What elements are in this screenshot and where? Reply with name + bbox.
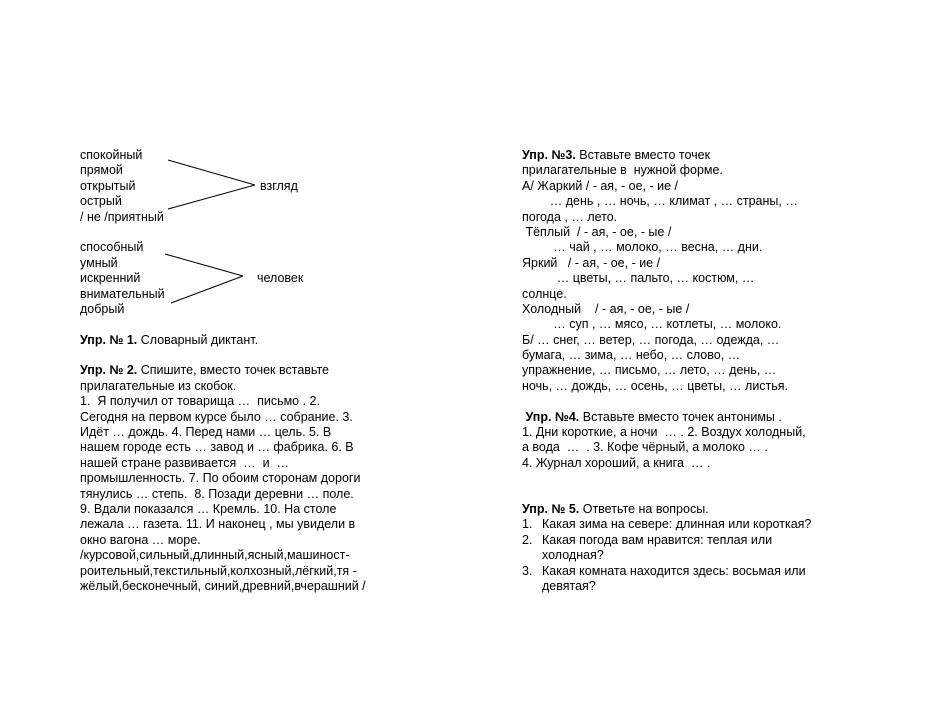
word-item: способный	[80, 240, 144, 255]
exercise-2-intro: Спишите, вместо точек вставьте	[137, 363, 329, 378]
text-line: Б/ … снег, … ветер, … погода, … одежда, …	[522, 332, 780, 347]
exercise-4	[522, 410, 862, 472]
exercise-5-intro: Ответьте на вопросы.	[579, 502, 709, 516]
text-line: жёлый,бесконечный, синий,древний,вчерашний /	[80, 578, 366, 593]
exercise-5	[522, 502, 862, 594]
word-item: умный	[80, 255, 118, 270]
text-line: а вода … . 3. Кофе чёрный, а молоко … .	[522, 440, 768, 455]
word-item: добрый	[80, 301, 125, 316]
text-line: Яркий / - ая, - ое, - ие /	[522, 255, 661, 270]
word-group-2	[80, 240, 410, 317]
text-line: солнце.	[522, 286, 567, 301]
exercise-3-intro: Вставьте вместо точек	[575, 148, 711, 162]
text-line: упражнение, … письмо, … лето, … день, …	[522, 363, 777, 378]
text-line: … цветы, … пальто, … костюм, …	[522, 271, 755, 286]
text-line: 1. Дни короткие, а ночи … . 2. Воздух холодный,	[522, 425, 806, 440]
text-line: … суп , … мясо, … котлеты, … молоко.	[522, 317, 782, 332]
left-column	[80, 148, 410, 594]
word-item: / не /приятный	[80, 209, 164, 224]
text-line: лежала … газета. 11. И наконец , мы увидели в	[80, 517, 356, 532]
text-line: 9. Вдали показался … Кремль. 10. На столе	[80, 501, 337, 516]
text-line: окно вагона … море.	[80, 532, 201, 547]
word-item: внимательный	[80, 286, 165, 301]
text-line: А/ Жаркий / - ая, - ое, - ие /	[522, 178, 679, 193]
word-item: спокойный	[80, 148, 143, 162]
exercise-2	[80, 363, 410, 594]
text-line: Сегодня на первом курсе было … собрание. 3.	[80, 409, 353, 424]
question-item-3-cont: девятая?	[542, 578, 596, 593]
text-line: тянулись … степь. 8. Позади деревни … поле.	[80, 486, 354, 501]
text-line: ночь, … дождь, … осень, … цветы, … листья.	[522, 378, 789, 393]
right-column	[522, 148, 862, 594]
question-item-3: 3. Какая комната находится здесь: восьмая или	[522, 563, 806, 578]
text-line: … чай , … молоко, … весна, … дни.	[522, 240, 763, 255]
text-line: прилагательные из скобок.	[80, 378, 237, 393]
target-word-chelovek: человек	[257, 271, 304, 285]
text-line: 4. Журнал хороший, а книга … .	[522, 455, 711, 470]
text-line: Идёт … дождь. 4. Перед нами … цель. 5. В	[80, 425, 332, 440]
word-item: острый	[80, 194, 122, 209]
question-item-1: 1. Какая зима на севере: длинная или короткая?	[522, 517, 812, 532]
text-line: прилагательные в нужной форме.	[522, 163, 723, 178]
exercise-4-label: Упр. №4.	[525, 409, 580, 424]
text-line: 1. Я получил от товарища … письмо . 2.	[80, 394, 320, 409]
text-line: нашем городе есть … завод и … фабрика. 6. В	[80, 440, 354, 455]
word-item: искренний	[80, 271, 141, 286]
text-line: промышленность. 7. По обоим сторонам дороги	[80, 471, 361, 486]
exercise-5-label: Упр. № 5.	[522, 502, 580, 516]
exercise-3	[522, 148, 862, 394]
text-line: Тёплый / - ая, - ое, - ые /	[522, 224, 672, 239]
exercise-2-label: Упр. № 2.	[80, 363, 138, 378]
target-word-vzglyad: взгляд	[260, 179, 298, 193]
word-group-1	[80, 148, 410, 225]
word-item: открытый	[80, 178, 136, 193]
exercise-4-intro: Вставьте вместо точек антонимы .	[579, 409, 782, 424]
exercise-3-label: Упр. №3.	[522, 148, 576, 162]
question-item-2-cont: холодная?	[542, 548, 604, 563]
text-line: Холодный / - ая, - ое, - ые /	[522, 301, 690, 316]
text-line: роительный,текстильный,колхозный,лёгкий,тя -	[80, 563, 357, 578]
text-line: нашей стране развивается … и …	[80, 455, 290, 470]
text-line: … день , … ночь, … климат , … страны, …	[522, 194, 798, 209]
text-line: бумага, … зима, … небо, … слово, …	[522, 348, 741, 363]
exercise-1	[80, 333, 410, 348]
exercise-1-label: Упр. № 1.	[80, 332, 138, 347]
text-line: погода , … лето.	[522, 209, 618, 224]
question-item-2: 2. Какая погода вам нравится: теплая или	[522, 532, 773, 547]
word-item: прямой	[80, 163, 123, 178]
exercise-1-text: Словарный диктант.	[137, 332, 259, 347]
text-line: /курсовой,сильный,длинный,ясный,машиност-	[80, 548, 350, 563]
